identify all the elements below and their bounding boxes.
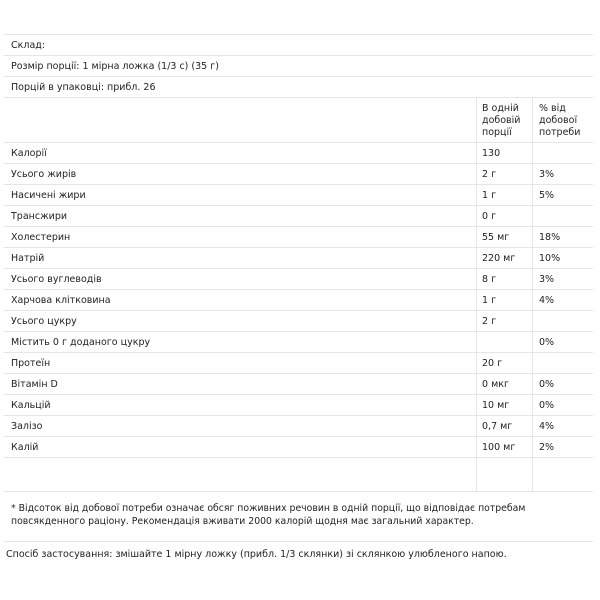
nutrient-daily-percent: 3% — [539, 169, 555, 180]
nutrient-row — [4, 331, 593, 352]
nutrient-amount: 130 — [482, 148, 501, 159]
nutrient-name: Натрій — [11, 253, 45, 264]
nutrient-amount: 0 г — [482, 211, 497, 222]
nutrient-name: Калорії — [11, 148, 47, 159]
column-divider — [476, 206, 477, 226]
nutrient-name: Залізо — [11, 421, 43, 432]
nutrient-amount: 8 г — [482, 274, 497, 285]
column-header-row — [4, 97, 593, 142]
column-divider — [476, 269, 477, 289]
nutrient-row — [4, 226, 593, 247]
nutrient-row — [4, 142, 593, 163]
nutrient-daily-percent: 0% — [539, 337, 555, 348]
nutrient-row — [4, 247, 593, 268]
nutrient-name: Протеїн — [11, 358, 51, 369]
nutrient-name: Харчова клітковина — [11, 295, 111, 306]
nutrient-row — [4, 289, 593, 310]
column-divider — [532, 437, 533, 457]
nutrient-amount: 220 мг — [482, 253, 516, 264]
nutrient-amount: 2 г — [482, 316, 497, 327]
nutrient-name: Містить 0 г доданого цукру — [11, 337, 151, 348]
nutrient-row — [4, 268, 593, 289]
column-divider — [532, 416, 533, 436]
column-divider — [476, 395, 477, 415]
column-divider — [476, 416, 477, 436]
nutrient-daily-percent: 10% — [539, 253, 561, 264]
nutrient-daily-percent: 0% — [539, 400, 555, 411]
composition-row — [4, 34, 593, 55]
nutrient-amount: 55 мг — [482, 232, 510, 243]
column-divider — [532, 98, 533, 142]
column-divider — [532, 311, 533, 331]
nutrient-name: Вітамін D — [11, 379, 58, 390]
column-divider — [476, 98, 477, 142]
nutrition-table — [4, 34, 593, 492]
nutrient-daily-percent: 18% — [539, 232, 561, 243]
column-divider — [532, 290, 533, 310]
column-divider — [532, 227, 533, 247]
column-divider — [476, 290, 477, 310]
nutrient-amount: 0,7 мг — [482, 421, 513, 432]
servings-per-container: Порцій в упаковці: прибл. 26 — [11, 82, 156, 93]
nutrient-amount: 1 г — [482, 190, 497, 201]
footnote: * Відсоток від добової потреби означає обсяг поживних речовин в одній порції, що відповідає потребам повсякденного раціону. Рекомендація вживати 2000 калорій щодня має загальний характер. — [4, 491, 593, 542]
nutrient-amount: 100 мг — [482, 442, 516, 453]
nutrient-daily-percent: 5% — [539, 190, 555, 201]
nutrient-name: Кальцій — [11, 400, 51, 411]
column-divider — [532, 143, 533, 163]
amount-column-header: В одній добовій порції — [482, 103, 521, 138]
nutrient-amount: 0 мкг — [482, 379, 509, 390]
column-divider — [532, 374, 533, 394]
column-divider — [532, 164, 533, 184]
column-divider — [532, 395, 533, 415]
nutrient-daily-percent: 4% — [539, 295, 555, 306]
nutrient-daily-percent: 2% — [539, 442, 555, 453]
nutrient-name: Трансжири — [11, 211, 68, 222]
nutrient-amount: 1 г — [482, 295, 497, 306]
nutrient-name: Усього вуглеводів — [11, 274, 102, 285]
column-divider — [476, 248, 477, 268]
nutrient-name: Усього цукру — [11, 316, 77, 327]
column-divider — [476, 227, 477, 247]
column-divider — [476, 353, 477, 373]
column-divider — [532, 353, 533, 373]
column-divider — [476, 332, 477, 352]
servings-per-container-row — [4, 76, 593, 97]
column-divider — [532, 206, 533, 226]
table-end-row — [4, 457, 593, 492]
serving-size-row — [4, 55, 593, 76]
column-divider — [476, 374, 477, 394]
nutrient-row — [4, 163, 593, 184]
nutrient-row — [4, 184, 593, 205]
nutrient-amount: 10 мг — [482, 400, 510, 411]
nutrient-row — [4, 415, 593, 436]
column-divider — [532, 458, 533, 492]
nutrient-row — [4, 436, 593, 457]
nutrient-row — [4, 310, 593, 331]
nutrient-row — [4, 205, 593, 226]
nutrient-name: Усього жирів — [11, 169, 77, 180]
column-divider — [532, 248, 533, 268]
nutrient-amount: 2 г — [482, 169, 497, 180]
column-divider — [476, 164, 477, 184]
column-divider — [532, 332, 533, 352]
nutrient-row — [4, 394, 593, 415]
nutrient-name: Холестерин — [11, 232, 71, 243]
column-divider — [476, 437, 477, 457]
column-divider — [532, 185, 533, 205]
column-divider — [532, 269, 533, 289]
percent-column-header: % від добової потреби — [539, 103, 581, 138]
nutrient-daily-percent: 4% — [539, 421, 555, 432]
nutrient-daily-percent: 0% — [539, 379, 555, 390]
serving-size: Розмір порції: 1 мірна ложка (1/3 с) (35 г) — [11, 61, 219, 72]
composition-label: Склад: — [11, 40, 46, 51]
column-divider — [476, 458, 477, 492]
column-divider — [476, 311, 477, 331]
usage-instructions: Спосіб застосування: змішайте 1 мірну ложку (прибл. 1/3 склянки) зі склянкою улюбленого напою. — [6, 549, 507, 560]
nutrient-amount: 20 г — [482, 358, 503, 369]
nutrient-row — [4, 373, 593, 394]
nutrient-row — [4, 352, 593, 373]
column-divider — [476, 185, 477, 205]
column-divider — [476, 143, 477, 163]
nutrient-name: Калій — [11, 442, 39, 453]
nutrient-name: Насичені жири — [11, 190, 86, 201]
nutrient-daily-percent: 3% — [539, 274, 555, 285]
